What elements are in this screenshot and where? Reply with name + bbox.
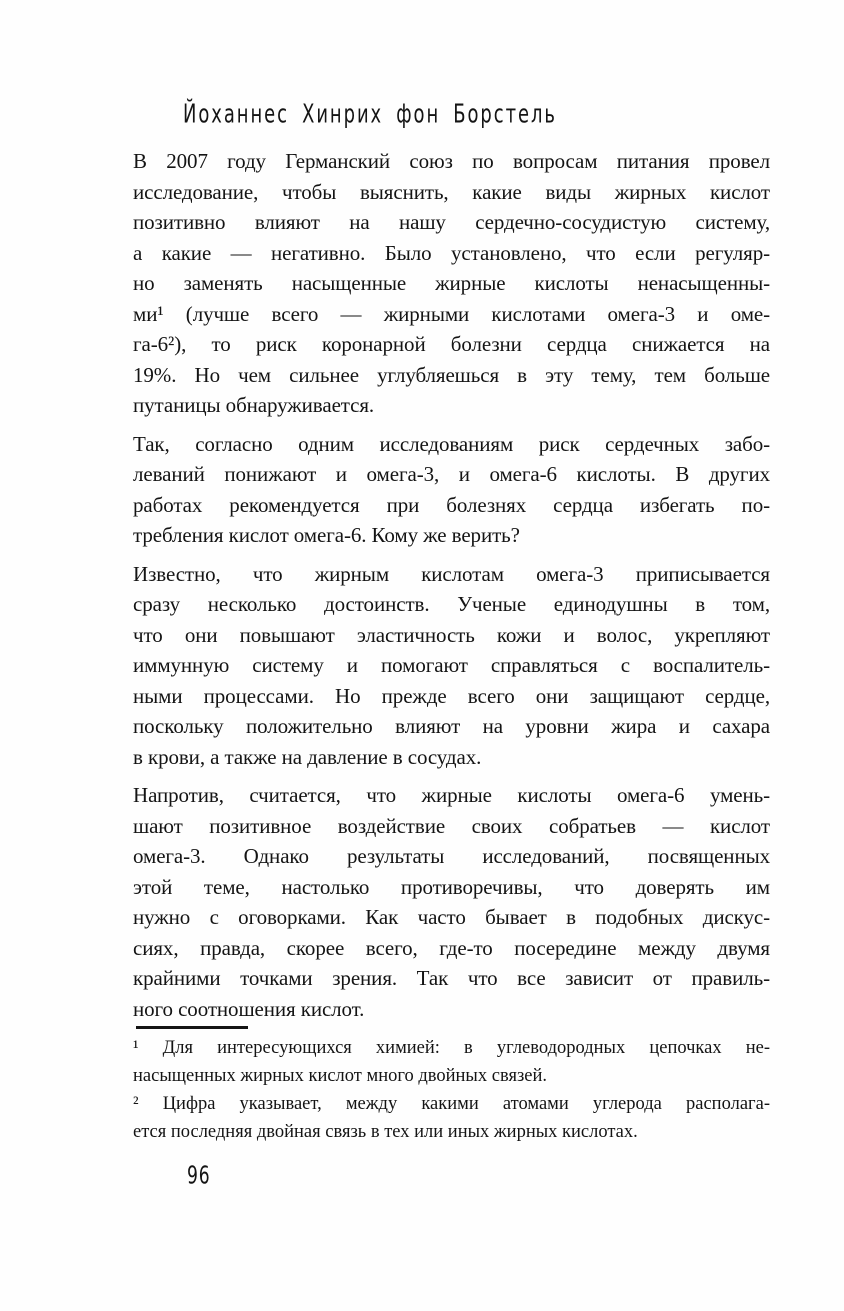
footnote-1 [133, 1034, 770, 1090]
text-line: работах рекомендуется при болезнях сердца избегать по- [133, 492, 770, 517]
text-line: ется последняя двойная связь в тех или иных жирных кислотах. [133, 1122, 638, 1142]
text-line: насыщенных жирных кислот много двойных связей. [133, 1066, 547, 1086]
paragraph-1 [133, 146, 770, 421]
footnote-2 [133, 1090, 770, 1146]
text-line: в крови, а также на давление в сосудах. [133, 744, 482, 769]
paragraph-3 [133, 559, 770, 773]
footnotes [133, 1034, 770, 1146]
text-line: леваний понижают и омега-3, и омега-6 кислоты. В других [133, 462, 770, 486]
text-line: что они повышают эластичность кожи и волос, укрепляют [133, 622, 770, 647]
text-line: ными процессами. Но прежде всего они защищают сердце, [133, 683, 770, 708]
text-line: поскольку положительно влияют на уровни жира и сахара [133, 714, 770, 738]
text-line: Напротив, считается, что жирные кислоты омега-6 умень- [133, 783, 770, 807]
text-line: ¹ Для интересующихся химией: в углеводородных цепочках не- [133, 1038, 770, 1058]
text-line: этой теме, настолько противоречивы, что доверять им [133, 874, 770, 899]
body-text [133, 146, 770, 1032]
text-line: крайними точками зрения. Так что все зависит от правиль- [133, 966, 770, 990]
running-header [183, 100, 662, 130]
page-number-text: 96 [187, 1162, 211, 1190]
text-line: В 2007 году Германский союз по вопросам питания провел [133, 149, 770, 173]
paragraph-4 [133, 780, 770, 1024]
text-line: Так, согласно одним исследованиям риск сердечных забо- [133, 431, 770, 456]
text-line: исследование, чтобы выяснить, какие виды жирных кислот [133, 179, 770, 204]
text-line: Известно, что жирным кислотам омега-3 приписывается [133, 561, 770, 586]
text-line: требления кислот омега-6. Кому же верить? [133, 523, 520, 547]
running-header-text: Йоханнес Хинрих фон Борстель [183, 100, 557, 130]
text-line: путаницы обнаруживается. [133, 393, 375, 417]
footnote-separator-rule [136, 1026, 248, 1029]
text-line: сиях, правда, скорее всего, где-то посередине между двумя [133, 935, 770, 960]
text-line: ² Цифра указывает, между какими атомами углерода располага- [133, 1094, 770, 1114]
text-line: шают позитивное воздействие своих собратьев — кислот [133, 813, 770, 838]
text-line: нужно с оговорками. Как часто бывает в подобных дискус- [133, 905, 770, 929]
text-line: омега-3. Однако результаты исследований, посвященных [133, 844, 770, 868]
text-line: сразу несколько достоинств. Ученые единодушны в том, [133, 592, 770, 616]
text-line: но заменять насыщенные жирные кислоты ненасыщенны- [133, 271, 770, 295]
text-line: иммунную систему и помогают справляться с воспалитель- [133, 653, 770, 677]
text-line: позитивно влияют на нашу сердечно-сосудистую систему, [133, 210, 770, 234]
text-line: 19%. Но чем сильнее углубляешься в эту тему, тем больше [133, 362, 770, 387]
text-line: ми¹ (лучше всего — жирными кислотами омега-3 и оме- [133, 301, 770, 326]
paragraph-2 [133, 429, 770, 551]
text-line: а какие — негативно. Было установлено, что если регуляр- [133, 240, 770, 265]
page-number [187, 1162, 217, 1190]
text-line: га-6²), то риск коронарной болезни сердца снижается на [133, 332, 770, 356]
text-line: ного соотношения кислот. [133, 996, 365, 1021]
